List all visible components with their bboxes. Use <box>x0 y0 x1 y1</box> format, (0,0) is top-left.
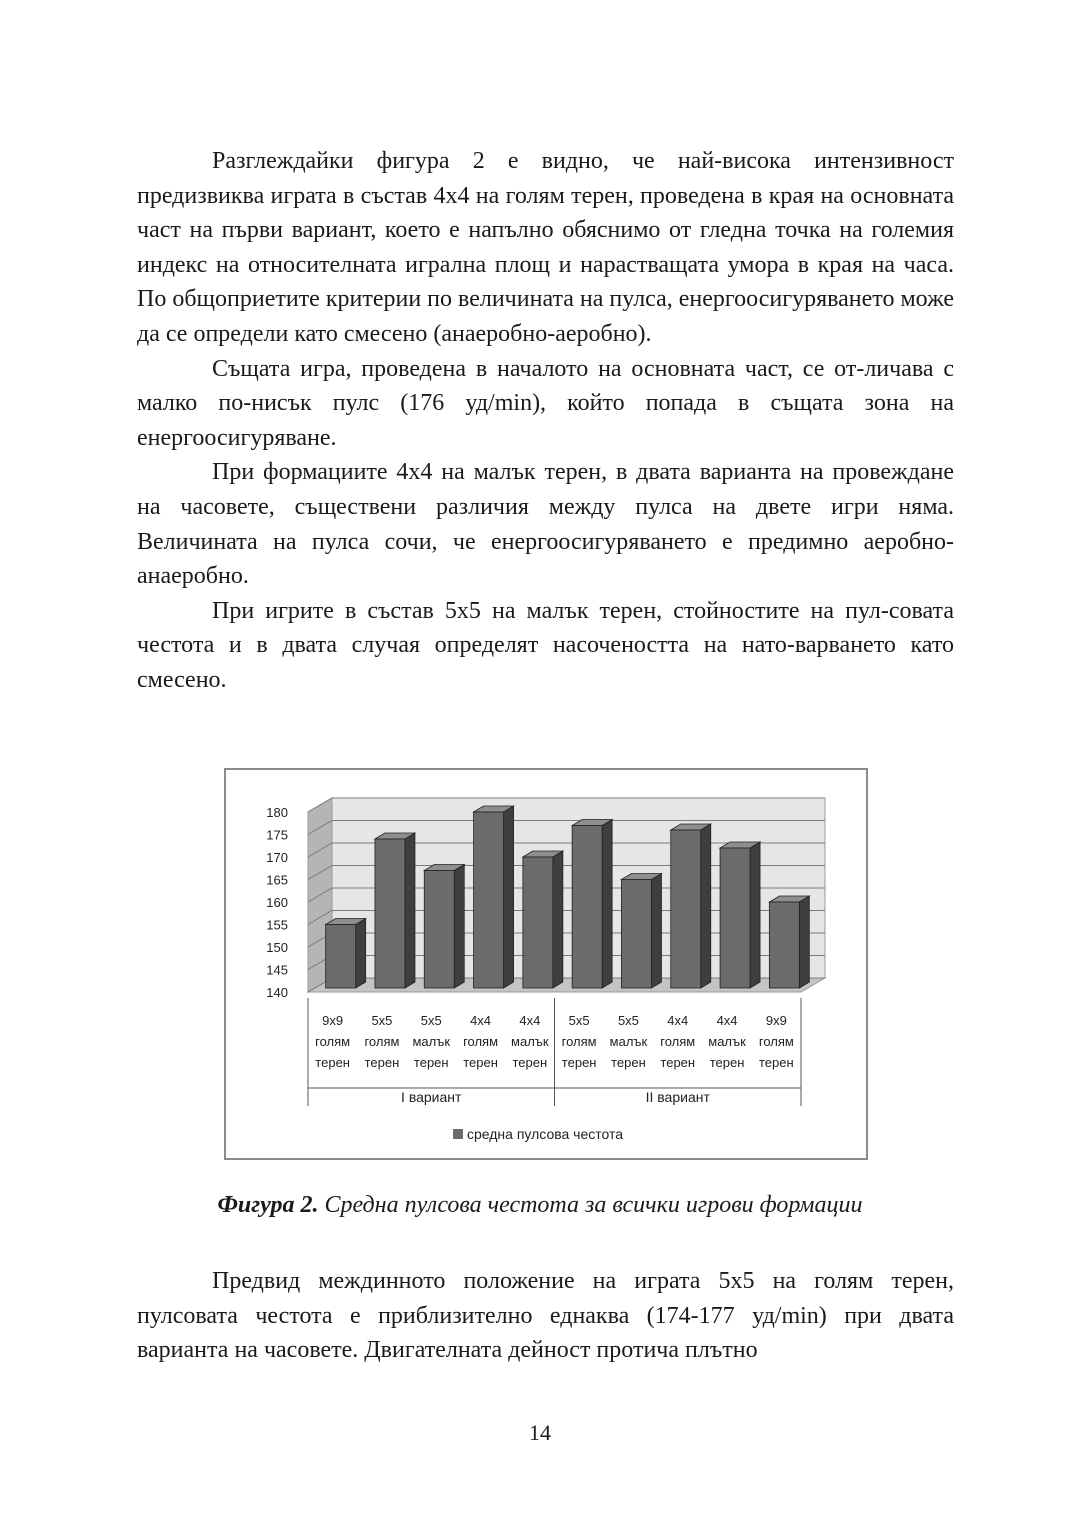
legend-swatch <box>453 1129 463 1139</box>
x-tick-label: терен <box>413 1055 449 1070</box>
x-tick-label: 4x4 <box>716 1013 738 1028</box>
y-tick-label: 140 <box>266 985 288 1000</box>
y-tick-label: 170 <box>266 850 288 865</box>
x-tick-label: терен <box>611 1055 646 1070</box>
bottom-text-block <box>137 1264 954 1368</box>
x-tick-label: 9x9 <box>765 1013 787 1028</box>
bar-side <box>356 919 366 989</box>
bar <box>671 830 701 988</box>
x-tick-label: малък <box>511 1034 549 1049</box>
y-tick-label: 180 <box>266 805 288 820</box>
bar <box>375 839 405 988</box>
y-tick-label: 155 <box>266 917 288 933</box>
bar-side <box>799 896 809 988</box>
bar-side <box>504 806 514 988</box>
bar-side <box>750 842 760 988</box>
x-tick-label: малък <box>412 1034 451 1049</box>
x-tick-label: 5x5 <box>617 1013 639 1028</box>
figure-caption-text: Средна пулсова честота за всички игрови формации <box>318 1192 863 1218</box>
x-tick-label: голям <box>660 1034 696 1049</box>
x-tick-label: малък <box>609 1034 648 1049</box>
bar <box>523 857 553 988</box>
bar <box>326 925 356 989</box>
x-tick-label: 4x4 <box>667 1013 689 1028</box>
x-tick-label: 4x4 <box>470 1013 492 1028</box>
top-text-block <box>137 144 954 698</box>
x-tick-label: терен <box>463 1055 498 1070</box>
x-tick-label: терен <box>364 1055 400 1070</box>
bar <box>621 880 651 989</box>
y-tick-label: 175 <box>266 827 288 843</box>
x-tick-label: голям <box>758 1034 794 1049</box>
x-tick-label: голям <box>463 1034 499 1049</box>
paragraph: Предвид междинното положение на играта 5х5 на голям терен, пулсовата честота е приблизително еднаква (174-177 уд/min) при двата варианта на часовете. Двигателната дейност протича плътно <box>137 1268 954 1364</box>
x-tick-label: терен <box>561 1055 597 1070</box>
figure-chart <box>224 768 868 1160</box>
x-tick-label: голям <box>364 1034 400 1049</box>
x-tick-label: 5x5 <box>568 1013 590 1028</box>
figure-caption <box>0 1192 1080 1219</box>
x-tick-label: голям <box>315 1034 351 1049</box>
x-tick-label: терен <box>660 1055 696 1070</box>
paragraph: При формациите 4х4 на малък терен, в двата варианта на провеждане на часовете, съществени различия между пулса на двете игри няма. Величината на пулса сочи, че енергоосигуряването е предимно аеробно-анаеробно. <box>137 459 954 590</box>
x-tick-label: 9x9 <box>322 1013 344 1028</box>
paragraph: Разглеждайки фигура 2 е видно, че най-висока интензивност предизвиква играта в състав 4х4 на голям терен, проведена в края на основната част на първи вариант, което е напълно обяснимо от гледна точка на големия индекс на относителната игрална площ и нарастващата умора в края на часа. По общоприетите критерии по величината на пулса, енергоосигуряването може да се определи като смесено (анаеробно-аеробно). <box>137 148 954 347</box>
x-tick-label: 5x5 <box>420 1013 442 1028</box>
x-tick-label: голям <box>561 1034 597 1049</box>
bar <box>572 826 602 989</box>
bar-side <box>454 865 464 989</box>
bar <box>474 812 504 988</box>
x-tick-label: 5x5 <box>371 1013 393 1028</box>
paragraph: При игрите в състав 5х5 на малък терен, стойностите на пул-совата честота и в двата случая определят насочеността на нато-варването като смесено. <box>137 597 954 693</box>
y-tick-label: 145 <box>266 962 288 978</box>
page-number: 14 <box>529 1420 551 1445</box>
x-tick-label: терен <box>512 1055 548 1070</box>
group-label: II вариант <box>645 1089 710 1105</box>
bar-side <box>602 820 612 989</box>
bar <box>769 902 799 988</box>
x-tick-label: терен <box>709 1055 745 1070</box>
x-tick-label: терен <box>315 1055 350 1070</box>
legend-label: средна пулсова честота <box>467 1126 624 1142</box>
bar <box>720 848 750 988</box>
bar-side <box>701 824 711 988</box>
bar <box>424 871 454 989</box>
bar-side <box>651 874 661 989</box>
bar-side <box>553 851 563 988</box>
group-label: I вариант <box>401 1089 462 1105</box>
y-tick-label: 150 <box>266 940 288 955</box>
x-tick-label: 4x4 <box>519 1013 541 1028</box>
bar-chart <box>226 770 866 1158</box>
y-tick-label: 165 <box>266 872 288 888</box>
x-tick-label: малък <box>708 1034 746 1049</box>
bar-side <box>405 833 415 988</box>
paragraph: Същата игра, проведена в началото на основната част, се от-личава с малко по-нисък пулс (176 уд/min), който попада в същата зона на енергоосигуряване. <box>137 355 954 451</box>
x-tick-label: терен <box>759 1055 794 1070</box>
figure-label: Фигура 2. <box>217 1192 319 1218</box>
y-tick-label: 160 <box>266 895 288 910</box>
